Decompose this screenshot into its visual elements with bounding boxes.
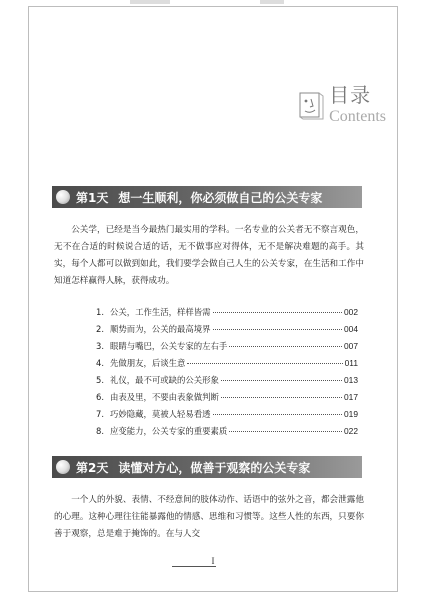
toc-number: 3. (96, 341, 104, 351)
toc-entry[interactable] (96, 391, 358, 408)
toc-entry[interactable] (96, 425, 358, 442)
toc-label: 由表及里，不要由表象做判断 (110, 392, 219, 402)
section-title: 想一生顺利，你必须做自己的公关专家 (118, 190, 323, 205)
section-banner-day1 (52, 186, 362, 208)
toc-number: 2. (96, 324, 104, 334)
section-day-label: 第2天 (76, 460, 109, 475)
dot-leader (221, 397, 342, 398)
toc-label: 巧妙隐藏，莫被人轻易看透 (110, 409, 211, 419)
section-banner-day2 (52, 456, 362, 478)
toc-page: 004 (344, 324, 358, 334)
toc-page: 017 (344, 392, 358, 402)
toc-page: 011 (344, 358, 358, 368)
toc-label: 眼睛与嘴巴，公关专家的左右手 (110, 341, 228, 351)
dot-leader (221, 380, 342, 381)
toc-number: 8. (96, 426, 104, 436)
dot-leader (229, 431, 342, 432)
bullet-circle-icon (56, 190, 70, 204)
dot-leader (229, 346, 342, 347)
toc-page: 002 (344, 307, 358, 317)
dot-leader (187, 363, 342, 364)
contents-header (297, 84, 386, 126)
toc-entry[interactable] (96, 357, 358, 374)
dot-leader (213, 329, 343, 330)
toc-page: 019 (344, 409, 358, 419)
toc-label: 顺势而为，公关的最高境界 (110, 324, 211, 334)
toc-page: 007 (344, 341, 358, 351)
scan-smudge (260, 0, 284, 4)
section-title: 读懂对方心，做善于观察的公关专家 (118, 460, 311, 475)
toc-label: 礼仪，最不可或缺的公关形象 (110, 375, 219, 385)
smiley-face-icon (297, 90, 325, 120)
section-day-label: 第1天 (76, 190, 109, 205)
toc-list (96, 306, 358, 442)
toc-page: 013 (344, 375, 358, 385)
dot-leader (213, 414, 343, 415)
bullet-circle-icon (56, 460, 70, 474)
toc-label: 公关，工作生活，样样皆需 (110, 307, 211, 317)
toc-entry[interactable] (96, 340, 358, 357)
toc-entry[interactable] (96, 374, 358, 391)
toc-entry[interactable] (96, 323, 358, 340)
toc-number: 1. (96, 307, 104, 317)
toc-entry[interactable] (96, 306, 358, 323)
contents-title: 目录 (329, 83, 372, 107)
page-number: I (211, 556, 215, 566)
toc-number: 5. (96, 375, 104, 385)
dot-leader (213, 312, 343, 313)
section-intro: 公关学，已经是当今最热门最实用的学科。一名专业的公关者无不察言观色，无不在合适的时候说合适的话，无不做事应对得体，无不是解决难题的高手。其实，每个人都可以做到如此，我们要学会做自己人生的公关专家，在生活和工作中知道怎样赢得人脉，获得成功。 (54, 225, 364, 286)
toc-page: 022 (344, 426, 358, 436)
toc-entry[interactable] (96, 408, 358, 425)
scan-smudge (130, 0, 170, 4)
section-intro: 一个人的外貌、表情、不经意间的肢体动作、话语中的弦外之音，都会泄露他的心理。这种心理往往能暴露他的情感、思维和习惯等。这些人性的东西，只要你善于观察，总是难于掩饰的。在与人交 (54, 495, 364, 539)
toc-number: 7. (96, 409, 104, 419)
toc-label: 先做朋友，后谈生意 (110, 358, 186, 368)
footer-rule (172, 566, 216, 567)
contents-subtitle: Contents (329, 108, 386, 125)
toc-number: 6. (96, 392, 104, 402)
toc-label: 应变能力，公关专家的重要素质 (110, 426, 228, 436)
toc-number: 4. (96, 358, 104, 368)
